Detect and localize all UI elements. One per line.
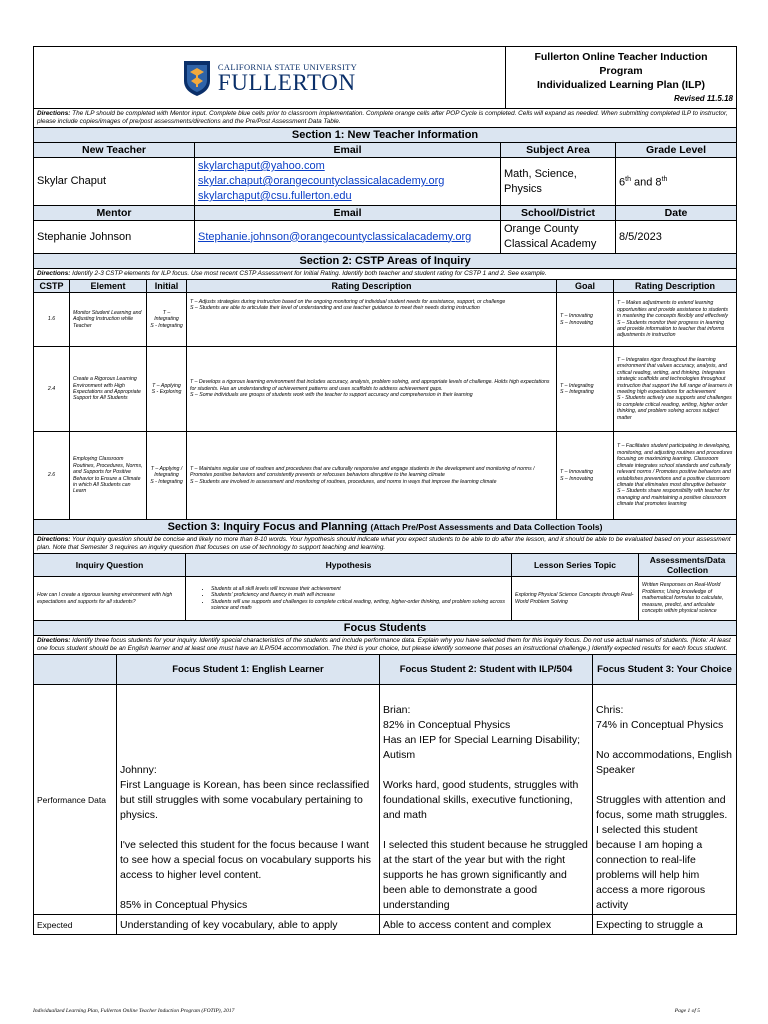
col-email-mentor: Email xyxy=(195,206,501,221)
cstp-rating: T – Adjusts strategies during instruction based on the ongoing monitoring of individual student needs for assistance, support, or challenge S – Students are able to articulate their level of understanding and use teacher guidance to meet their needs during instruction xyxy=(187,293,557,347)
logo-university-line: CALIFORNIA STATE UNIVERSITY xyxy=(217,61,358,72)
col-cstp: CSTP xyxy=(34,280,70,293)
col-rating-description: Rating Description xyxy=(187,280,557,293)
page-footer xyxy=(33,1008,736,1014)
cstp-goal-rating: T – Makes adjustments to extend learning opportunities and provide assistance to students in mastering the concepts flexibly and effectively S – Students monitor their progress in learning and provide information to teacher that informs adjustments in instruction xyxy=(614,293,737,347)
focus-directions: Directions: Identify three focus students for your inquiry. Identify special characteristics of the students and include performance data. Explain why you have selected them for this inquiry focus. Do not use actual names of students. (Note: At least one focus student should be an English learner and at least one must have an ILP/504 accommodation. The third is your choice, but please identify someone that poses an instructional challenge.) Identify expected results for each focus student. xyxy=(34,636,737,655)
cstp-goal: T – Innovating S – Innovating xyxy=(557,293,614,347)
section2-table xyxy=(33,253,737,520)
col-focus-student-2: Focus Student 2: Student with ILP/504 xyxy=(380,655,593,685)
cstp-goal: T – Innovating S – Innovating xyxy=(557,432,614,520)
col-inquiry-question: Inquiry Question xyxy=(34,554,186,577)
logo-cell xyxy=(34,47,506,109)
col-date: Date xyxy=(616,206,737,221)
col-goal-rating-description: Rating Description xyxy=(614,280,737,293)
hypothesis-list xyxy=(186,577,512,621)
teacher-name: Skylar Chaput xyxy=(34,158,195,206)
row-expected: Expected xyxy=(34,915,117,935)
header-table xyxy=(33,46,737,128)
csuf-seal-icon xyxy=(182,59,212,97)
logo-fullerton: FULLERTON xyxy=(217,69,356,95)
section2-title: Section 2: CSTP Areas of Inquiry xyxy=(34,254,737,269)
cstp-rating: T – Develops a rigorous learning environment that includes accuracy, analysis, problem solving, and appropriate levels of challenge. Holds high expectations for students. Has an understanding of achievement patterns and uses scaffolds to address achievement gaps. S – Some individuals are groups of students work with the teacher to support accuracy and comprehension in their learning xyxy=(187,347,557,432)
section2-directions: Directions: Identify 2-3 CSTP elements for ILP focus. Use most recent CSTP Assessment for Initial Rating. Identify both teacher and student rating for CSTP 1 and 2. See example. xyxy=(34,269,737,280)
col-focus-student-1: Focus Student 1: English Learner xyxy=(117,655,380,685)
assessments-data: Written Responses on Real-World Problems; Using knowledge of mathematical formulas to calculate, measure, predict, and articulate concepts within physical science xyxy=(639,577,737,621)
section3-directions: Directions: Your inquiry question should be concise and likely no more than 8-10 words. Your hypothesis should indicate what you expect students to be able to do after the lesson, and it should be able to be evaluated based on your assessment plan. Note that Semester 3 requires an inquiry question that focuses on use of technology to support teaching and learning. xyxy=(34,535,737,554)
focus-blank-header xyxy=(34,655,117,685)
student1-expected: Understanding of key vocabulary, able to apply xyxy=(117,915,380,935)
cstp-initial: T – Applying / Integrating S - Integrating xyxy=(147,432,187,520)
focus-title: Focus Students xyxy=(34,621,737,636)
cstp-initial: T – Applying S - Exploring xyxy=(147,347,187,432)
col-subject-area: Subject Area xyxy=(501,143,616,158)
hypothesis-item: • Students will use supports and challenges to complete critical reading, writing, higher-order thinking, and problem solving across science and math xyxy=(211,599,508,612)
lesson-series-topic: Exploring Physical Science Concepts through Real-World Problem Solving xyxy=(512,577,639,621)
cstp-goal-rating: T – Facilitates student participating in developing, monitoring, and adjusting routines and procedures focusing on maximizing learning. Classroom climate integrates school standards and culturally relevant norms / Promotes positive behaviors and establishes preventions and a positive classroom climate that eliminates most disruptive behavior S – Students share responsibility with teacher for managing and maintaining a positive classroom climate that promotes learning xyxy=(614,432,737,520)
student1-performance: Johnny: First Language is Korean, has been since reclassified but still struggles with some vocabulary pertaining to physics. I've selected this student for the focus because I want to see how a special focus on vocabulary supports his access to higher level content. 85% in Conceptual Physics xyxy=(117,685,380,915)
col-assessments: Assessments/Data Collection xyxy=(639,554,737,577)
col-grade-level: Grade Level xyxy=(616,143,737,158)
top-directions: Directions: The ILP should be completed with Mentor input. Complete blue cells prior to classroom implementation. Complete orange cells after POP Cycle is completed. Cells will expand as needed. When submitting completed ILP to instructor, please include copies/images of pre/post assessments/directions and the Pre/Post Assessment Data Table. xyxy=(34,109,737,128)
doc-title-line3: Individualized Learning Plan (ILP) xyxy=(536,78,705,91)
teacher-emails xyxy=(195,158,501,206)
cstp-row xyxy=(34,347,737,432)
cstp-rating: T – Maintains regular use of routines and procedures that are culturally responsive and engage students in the development and monitoring of norms / Promotes positive behaviors and consistently prevents or refocuses behaviors disruptive to the learning climate S – Students are involved in assessment and monitoring of routines, procedures, and norms in ways that improve the learning climate xyxy=(187,432,557,520)
col-goal: Goal xyxy=(557,280,614,293)
inquiry-question: How can I create a rigorous learning environment with high expectations and supports for all students? xyxy=(34,577,186,621)
col-element: Element xyxy=(70,280,147,293)
col-email: Email xyxy=(195,143,501,158)
cstp-element: Create a Rigorous Learning Environment with High Expectations and Appropriate Support for All Students xyxy=(70,347,147,432)
cstp-row xyxy=(34,432,737,520)
email-link[interactable]: skylarchaput@yahoo.com xyxy=(198,160,325,172)
section1-table xyxy=(33,127,737,254)
row-performance-data: Performance Data xyxy=(34,685,117,915)
student2-expected: Able to access content and complex xyxy=(380,915,593,935)
section1-title: Section 1: New Teacher Information xyxy=(34,128,737,143)
cstp-number: 2.4 xyxy=(34,347,70,432)
student3-expected: Expecting to struggle a xyxy=(593,915,737,935)
section3-table xyxy=(33,519,737,621)
cstp-goal: T – Integrating S – Integrating xyxy=(557,347,614,432)
col-mentor: Mentor xyxy=(34,206,195,221)
doc-title-line2: Program xyxy=(599,64,643,77)
col-new-teacher: New Teacher xyxy=(34,143,195,158)
revised-date: Revised 11.5.18 xyxy=(673,93,733,103)
col-school-district: School/District xyxy=(501,206,616,221)
cstp-element: Monitor Student Learning and Adjusting Instruction while Teacher xyxy=(70,293,147,347)
footer-text: Individualized Learning Plan, Fullerton Online Teacher Induction Program (FOTIP), 2017 xyxy=(33,1008,235,1014)
col-initial: Initial xyxy=(147,280,187,293)
page-number: Page 1 of 5 xyxy=(674,1008,700,1014)
cstp-row xyxy=(34,293,737,347)
email-link[interactable]: skylarchaput@csu.fullerton.edu xyxy=(198,190,352,202)
cstp-element: Employing Classroom Routines, Procedures, Norms, and Supports for Positive Behavior to Ensure a Climate in which All Students can Learn xyxy=(70,432,147,520)
col-focus-student-3: Focus Student 3: Your Choice xyxy=(593,655,737,685)
date-value: 8/5/2023 xyxy=(616,221,737,254)
mentor-email-link[interactable]: Stephanie.johnson@orangecountyclassicalacademy.org xyxy=(198,230,472,243)
col-hypothesis: Hypothesis xyxy=(186,554,512,577)
email-link[interactable]: skylar.chaput@orangecountyclassicalacademy.org xyxy=(198,175,445,187)
doc-title-line1: Fullerton Online Teacher Induction xyxy=(534,50,708,63)
cstp-initial: T – Integrating S - Integrating xyxy=(147,293,187,347)
mentor-email-cell xyxy=(195,221,501,254)
grade-level: 6th and 8th xyxy=(616,158,737,206)
hypothesis-item: • Students at all skill levels will increase their achievement xyxy=(211,586,508,592)
subject-area: Math, Science, Physics xyxy=(501,158,616,206)
student3-performance: Chris: 74% in Conceptual Physics No accommodations, English Speaker Struggles with attention and focus, some math struggles. I selected this student because I am hoping a connection to real-life problems will help him access a more rigorous activity xyxy=(593,685,737,915)
student2-performance: Brian: 82% in Conceptual Physics Has an IEP for Special Learning Disability; Autism Works hard, good students, struggles with foundational skills, executive functioning, and math I selected this student because he struggled at the start of the year but with the right supports he has grown significantly and been able to demonstrate a good understanding xyxy=(380,685,593,915)
hypothesis-item: • Students' proficiency and fluency in math will increase xyxy=(211,592,508,598)
focus-students-table xyxy=(33,620,737,935)
cstp-number: 1.6 xyxy=(34,293,70,347)
ilp-document xyxy=(33,46,736,935)
doc-title-cell xyxy=(506,47,737,109)
cstp-goal-rating: T – Integrates rigor throughout the learning environment that values accuracy, analysis, and critical reading, writing, and thinking. Integrates strategic scaffolds and technologies throughout instruction that support the full range of learners in meeting high expectations for achievement S - Students actively use supports and challenges to complete critical reading, writing, higher order thinking, and problem solving across subject matter xyxy=(614,347,737,432)
cstp-number: 2.6 xyxy=(34,432,70,520)
col-lesson-series-topic: Lesson Series Topic xyxy=(512,554,639,577)
mentor-name: Stephanie Johnson xyxy=(34,221,195,254)
school-district: Orange County Classical Academy xyxy=(501,221,616,254)
section3-title: Section 3: Inquiry Focus and Planning (Attach Pre/Post Assessments and Data Collection Tools) xyxy=(34,520,737,535)
